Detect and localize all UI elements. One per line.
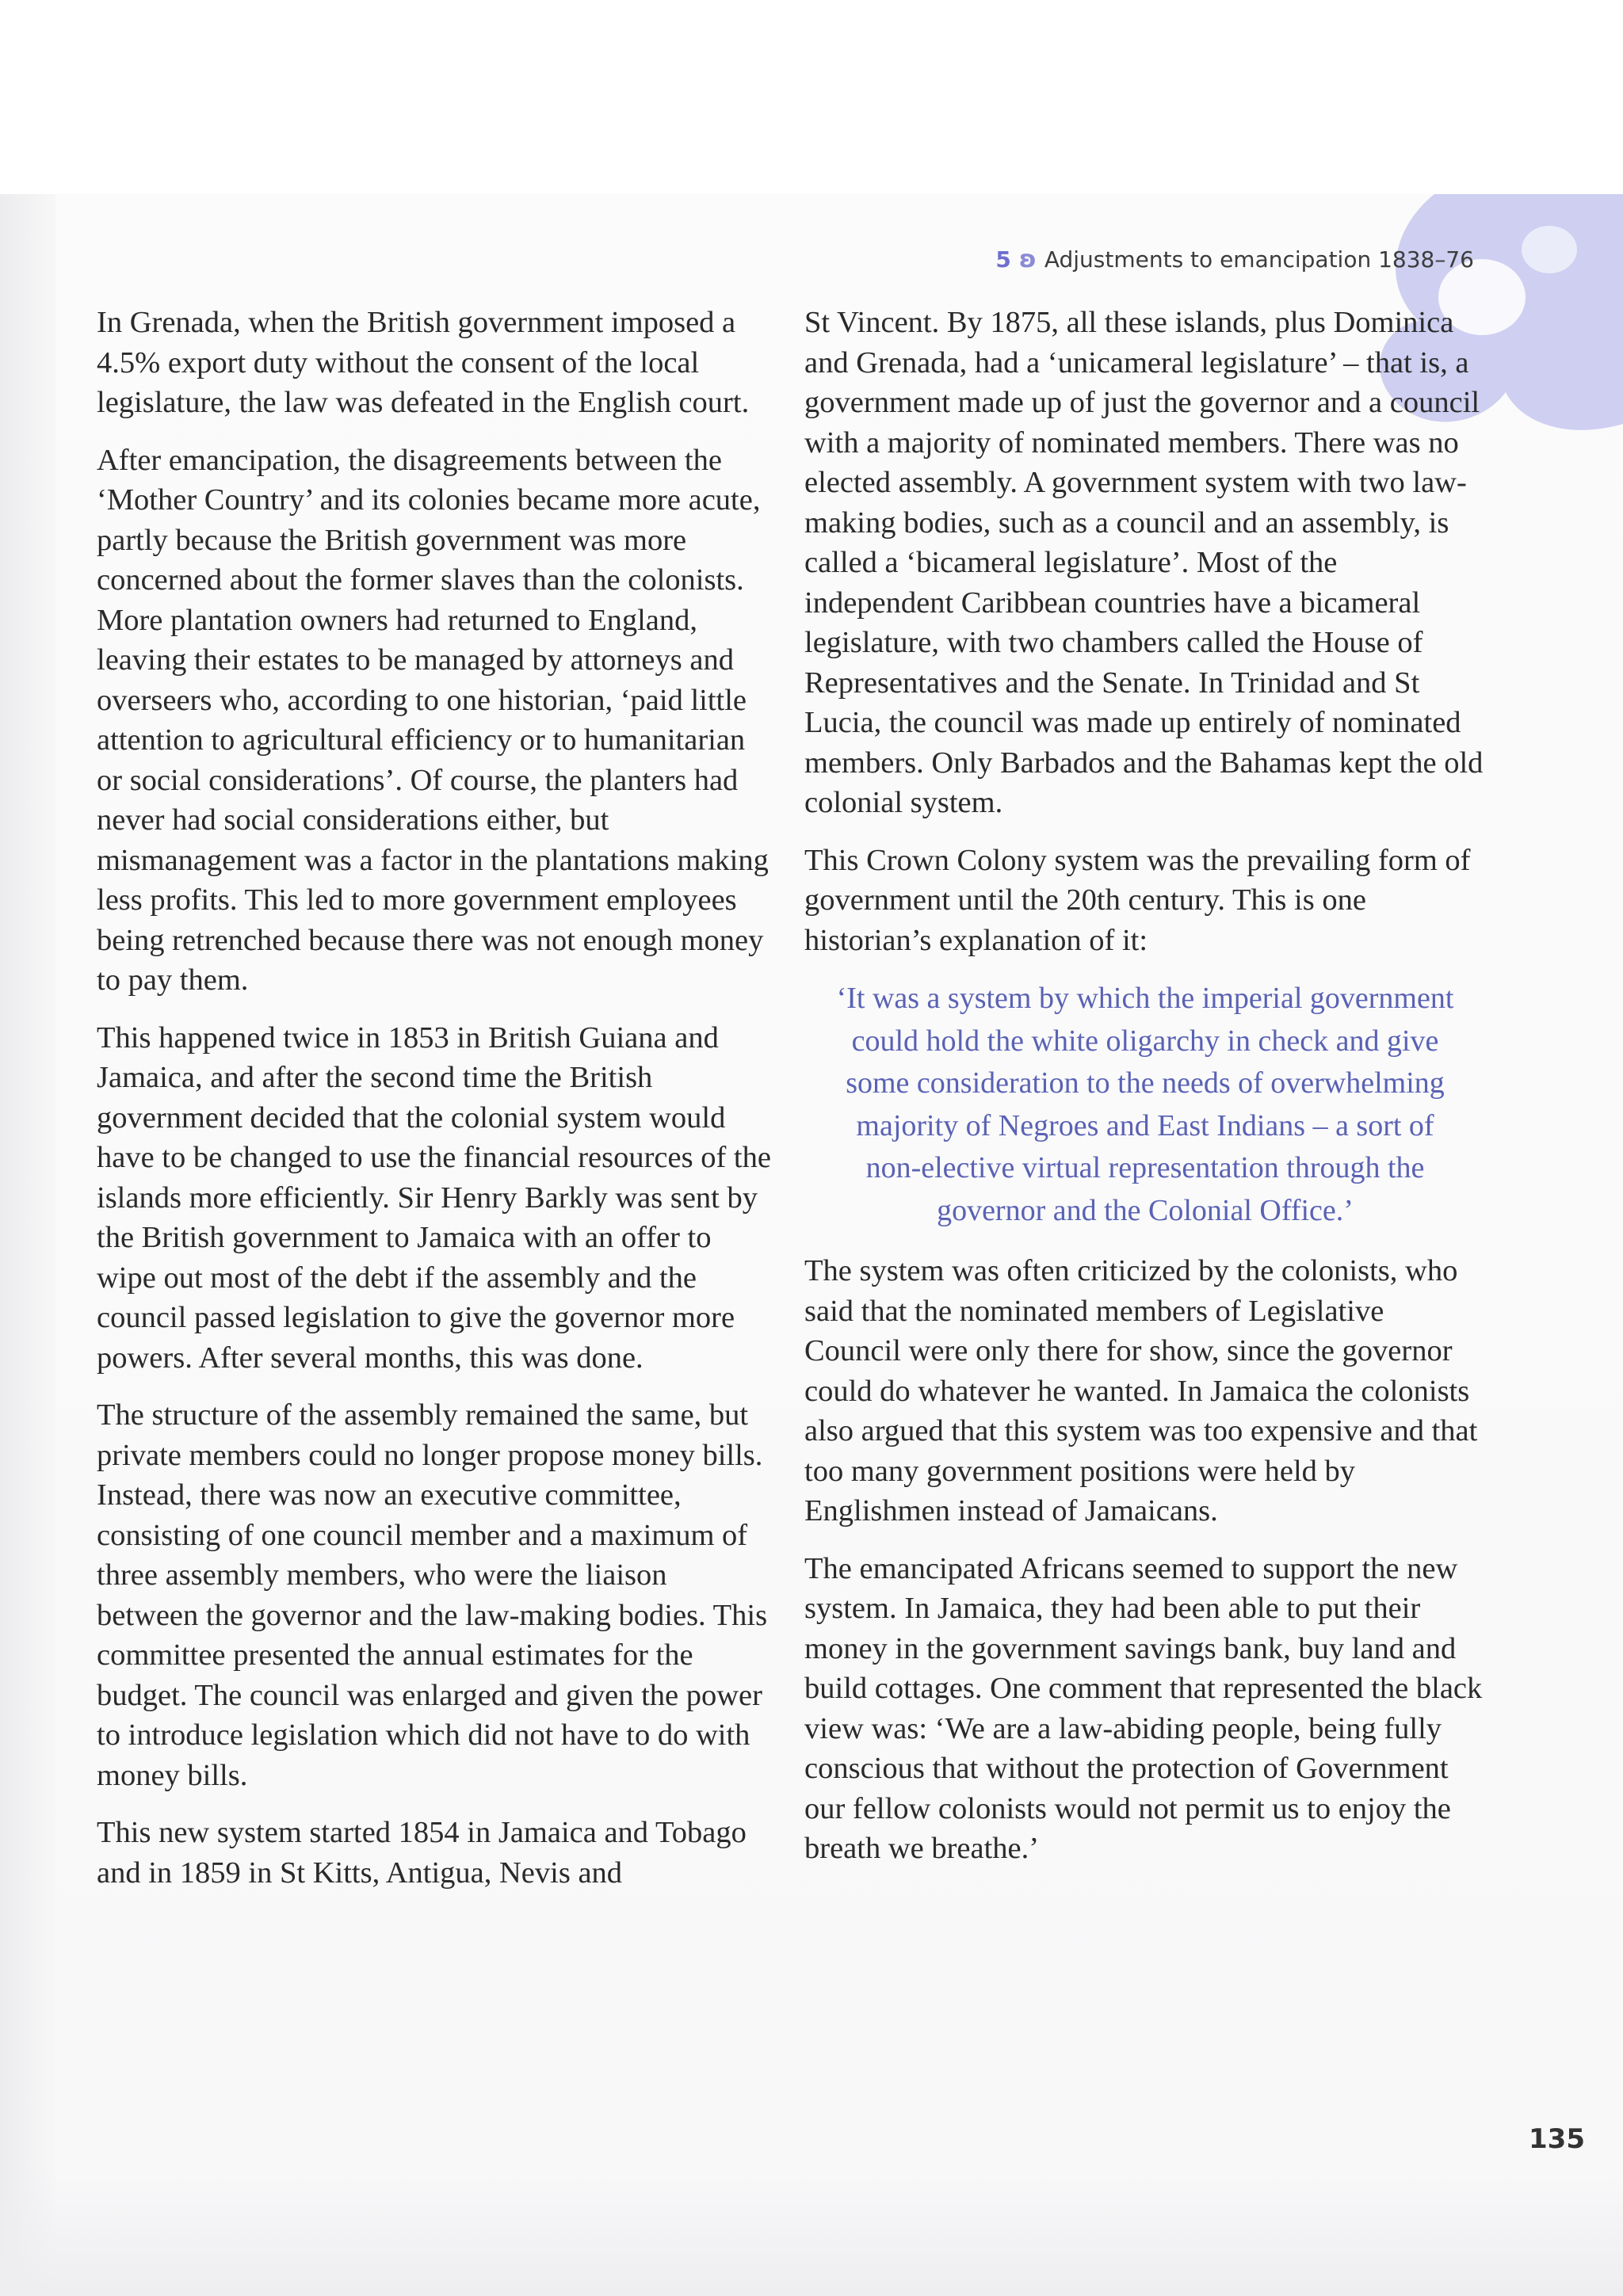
page-bottom-shadow xyxy=(0,2171,1623,2296)
paragraph: This Crown Colony system was the prevailing form of government until the 20th century. This is one historian’s explanation of it: xyxy=(804,843,1471,957)
paragraph: This happened twice in 1853 in British Guiana and Jamaica, and after the second time the British government decided that the colonial system would have to be changed to use the financial resources of the islands more efficiently. Sir Henry Barkly was sent by the British government to Jamaica with an offer to wipe out most of the debt if the assembly and the council passed legislation to give the governor more powers. After several months, this was done. xyxy=(97,1020,771,1375)
chapter-number: 5 xyxy=(995,246,1011,273)
paragraph: In Grenada, when the British government imposed a 4.5% export duty without the consent of the local legislature, the law was defeated in the English court. xyxy=(97,306,750,419)
paragraph: This new system started 1854 in Jamaica and Tobago and in 1859 in St Kitts, Antigua, Nevis and xyxy=(97,1816,747,1890)
historian-quote: ‘It was a system by which the imperial government could hold the white oligarchy in check and give some consideration to the needs of overwhelming majority of Negroes and East Indians – a sort of non-elective virtual representation through the governor and the Colonial Office.’ xyxy=(836,982,1454,1227)
paragraph: The emancipated Africans seemed to support the new system. In Jamaica, they had been able to put their money in the government savings bank, buy land and build cottages. One comment that represented the black view was: ‘We are a law-abiding people, being fully conscious that without the protection of Government our fellow colonists would not permit us to enjoy the breath we breathe.’ xyxy=(804,1551,1483,1865)
left-column xyxy=(97,303,772,1910)
chapter-title: Adjustments to emancipation 1838–76 xyxy=(1044,246,1474,273)
paragraph: The system was often criticized by the colonists, who said that the nominated members of Legislative Council were only there for show, since the governor could do whatever he wanted. In Jamaica the colonists also argued that this system was too expensive and that too many government positions were held by Englishmen instead of Jamaicans. xyxy=(804,1254,1478,1527)
right-column xyxy=(804,303,1486,1886)
paragraph: The structure of the assembly remained the same, but private members could no longer propose money bills. Instead, there was now an executive committee, consisting of one council member and a maximum of three assembly members, who were the liaison between the governor and the law-making bodies. This committee presented the annual estimates for the budget. The council was enlarged and given the power to introduce legislation which did not have to do with money bills. xyxy=(97,1398,768,1792)
running-header xyxy=(951,242,1474,277)
paragraph: After emancipation, the disagreements between the ‘Mother Country’ and its colonies became more acute, partly because the British government was more concerned about the former slaves than the colonists. More plantation owners had returned to England, leaving their estates to be managed by attorneys and overseers who, according to one historian, ‘paid little attention to agricultural efficiency or to humanitarian or social considerations’. Of course, the planters had never had social considerations either, but mismanagement was a factor in the plantations making less profits. This led to more government employees being retrenched because there was not enough money to pay them. xyxy=(97,443,769,997)
paragraph: St Vincent. By 1875, all these islands, plus Dominica and Grenada, had a ‘unicameral legislature’ – that is, a government made up of just the governor and a council with a majority of nominated members. There was no elected assembly. A government system with two law-making bodies, such as a council and an assembly, is called a ‘bicameral legislature’. Most of the independent Caribbean countries have a bicameral legislature, with two chambers called the House of Representatives and the Senate. In Trinidad and St Lucia, the council was made up entirely of nominated members. Only Barbados and the Bahamas kept the old colonial system. xyxy=(804,306,1484,819)
page-number: 135 xyxy=(1529,2123,1585,2155)
page-gutter-shadow xyxy=(0,194,55,2296)
chapter-swirl-icon: ʚ xyxy=(1018,245,1037,273)
